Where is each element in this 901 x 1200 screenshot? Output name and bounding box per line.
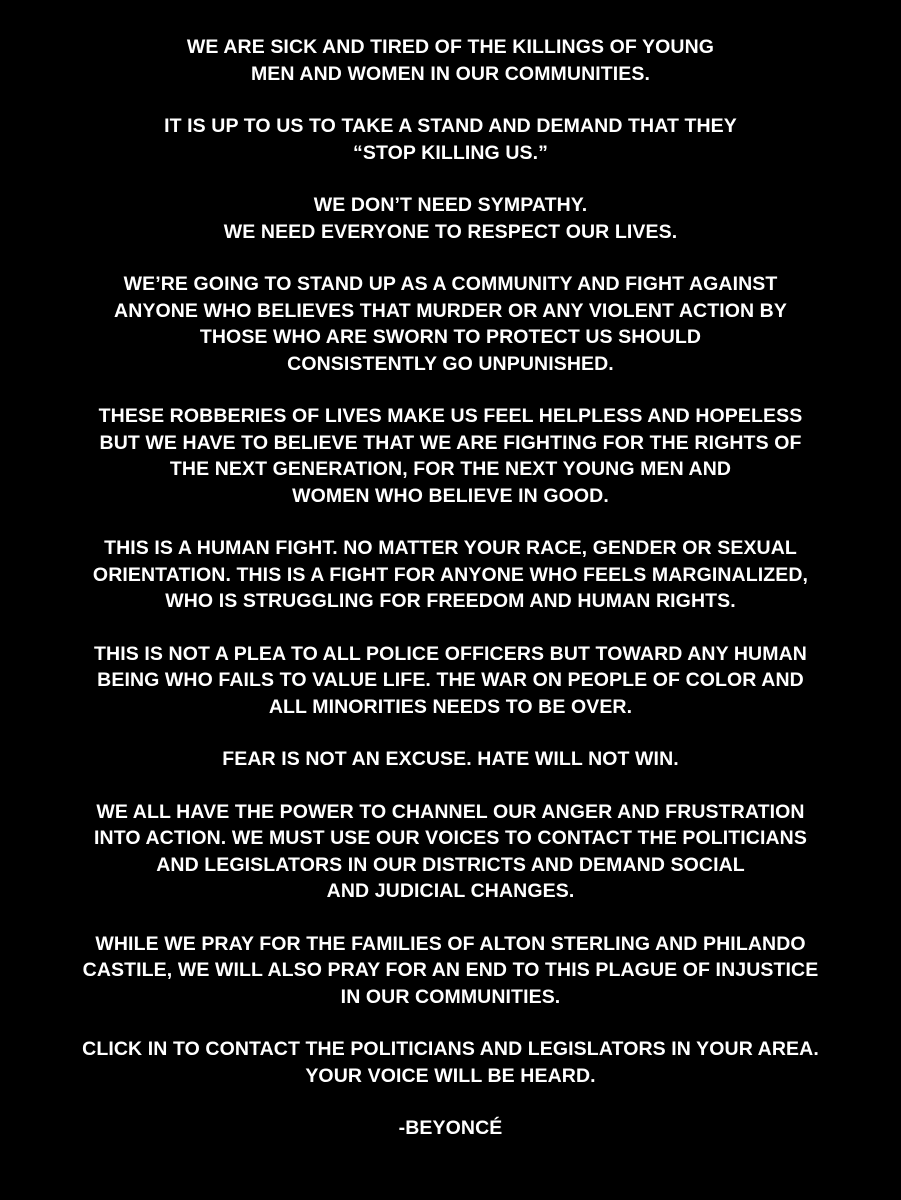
paragraph-line: BUT WE HAVE TO BELIEVE THAT WE ARE FIGHTING FOR THE RIGHTS OF <box>99 431 802 454</box>
paragraph-11 <box>0 1036 901 1089</box>
paragraph-line: THIS IS NOT A PLEA TO ALL POLICE OFFICERS BUT TOWARD ANY HUMAN <box>94 642 807 665</box>
paragraph-line: WE NEED EVERYONE TO RESPECT OUR LIVES. <box>223 220 678 243</box>
statement-text <box>0 34 901 1142</box>
paragraph-line: AND JUDICIAL CHANGES. <box>326 880 575 902</box>
signature: -BEYONCÉ <box>398 1117 503 1139</box>
paragraph-10 <box>0 931 901 1011</box>
paragraph-8 <box>0 746 901 773</box>
paragraph-line: MEN AND WOMEN IN OUR COMMUNITIES. <box>250 62 651 85</box>
paragraph-line: IT IS UP TO US TO TAKE A STAND AND DEMAND THAT THEY <box>164 115 737 137</box>
paragraph-line: THIS IS A HUMAN FIGHT. NO MATTER YOUR RACE, GENDER OR SEXUAL <box>104 537 797 559</box>
paragraph-line: CLICK IN TO CONTACT THE POLITICIANS AND LEGISLATORS IN YOUR AREA. <box>82 1038 819 1060</box>
paragraph-line: CONSISTENTLY GO UNPUNISHED. <box>287 352 614 375</box>
paragraph-line: WE ARE SICK AND TIRED OF THE KILLINGS OF YOUNG <box>186 36 715 58</box>
paragraph-5 <box>0 403 901 509</box>
paragraph-line: WHO IS STRUGGLING FOR FREEDOM AND HUMAN RIGHTS. <box>165 590 736 612</box>
paragraph-line: WE DON’T NEED SYMPATHY. <box>313 194 588 216</box>
paragraph-line: AND LEGISLATORS IN OUR DISTRICTS AND DEMAND SOCIAL <box>156 853 745 876</box>
paragraph-7 <box>0 641 901 721</box>
paragraph-line: YOUR VOICE WILL BE HEARD. <box>305 1064 596 1087</box>
paragraph-2 <box>0 113 901 166</box>
paragraph-line: IN OUR COMMUNITIES. <box>340 985 561 1008</box>
paragraph-3 <box>0 192 901 245</box>
paragraph-9 <box>0 799 901 905</box>
paragraph-line: FEAR IS NOT AN EXCUSE. HATE WILL NOT WIN. <box>222 748 679 770</box>
paragraph-line: WE’RE GOING TO STAND UP AS A COMMUNITY AND FIGHT AGAINST <box>123 273 778 295</box>
paragraph-4 <box>0 271 901 377</box>
paragraph-line: ANYONE WHO BELIEVES THAT MURDER OR ANY VIOLENT ACTION BY <box>114 299 787 322</box>
paragraph-line: WOMEN WHO BELIEVE IN GOOD. <box>292 484 609 507</box>
paragraph-1 <box>0 34 901 87</box>
paragraph-line: ORIENTATION. THIS IS A FIGHT FOR ANYONE WHO FEELS MARGINALIZED, <box>92 563 809 586</box>
paragraph-line: INTO ACTION. WE MUST USE OUR VOICES TO CONTACT THE POLITICIANS <box>94 827 807 849</box>
paragraph-line: THOSE WHO ARE SWORN TO PROTECT US SHOULD <box>199 326 702 348</box>
paragraph-line: WE ALL HAVE THE POWER TO CHANNEL OUR ANGER AND FRUSTRATION <box>96 800 805 823</box>
paragraph-line: WHILE WE PRAY FOR THE FAMILIES OF ALTON STERLING AND PHILANDO <box>95 932 806 955</box>
paragraph-line: CASTILE, WE WILL ALSO PRAY FOR AN END TO THIS PLAGUE OF INJUSTICE <box>82 959 819 981</box>
paragraph-line: BEING WHO FAILS TO VALUE LIFE. THE WAR ON PEOPLE OF COLOR AND <box>97 669 804 691</box>
paragraph-line: THESE ROBBERIES OF LIVES MAKE US FEEL HELPLESS AND HOPELESS <box>98 405 803 427</box>
paragraph-line: THE NEXT GENERATION, FOR THE NEXT YOUNG MEN AND <box>169 458 732 480</box>
paragraph-line: “STOP KILLING US.” <box>352 141 549 164</box>
paragraph-6 <box>0 535 901 615</box>
paragraph-line: ALL MINORITIES NEEDS TO BE OVER. <box>268 695 633 718</box>
